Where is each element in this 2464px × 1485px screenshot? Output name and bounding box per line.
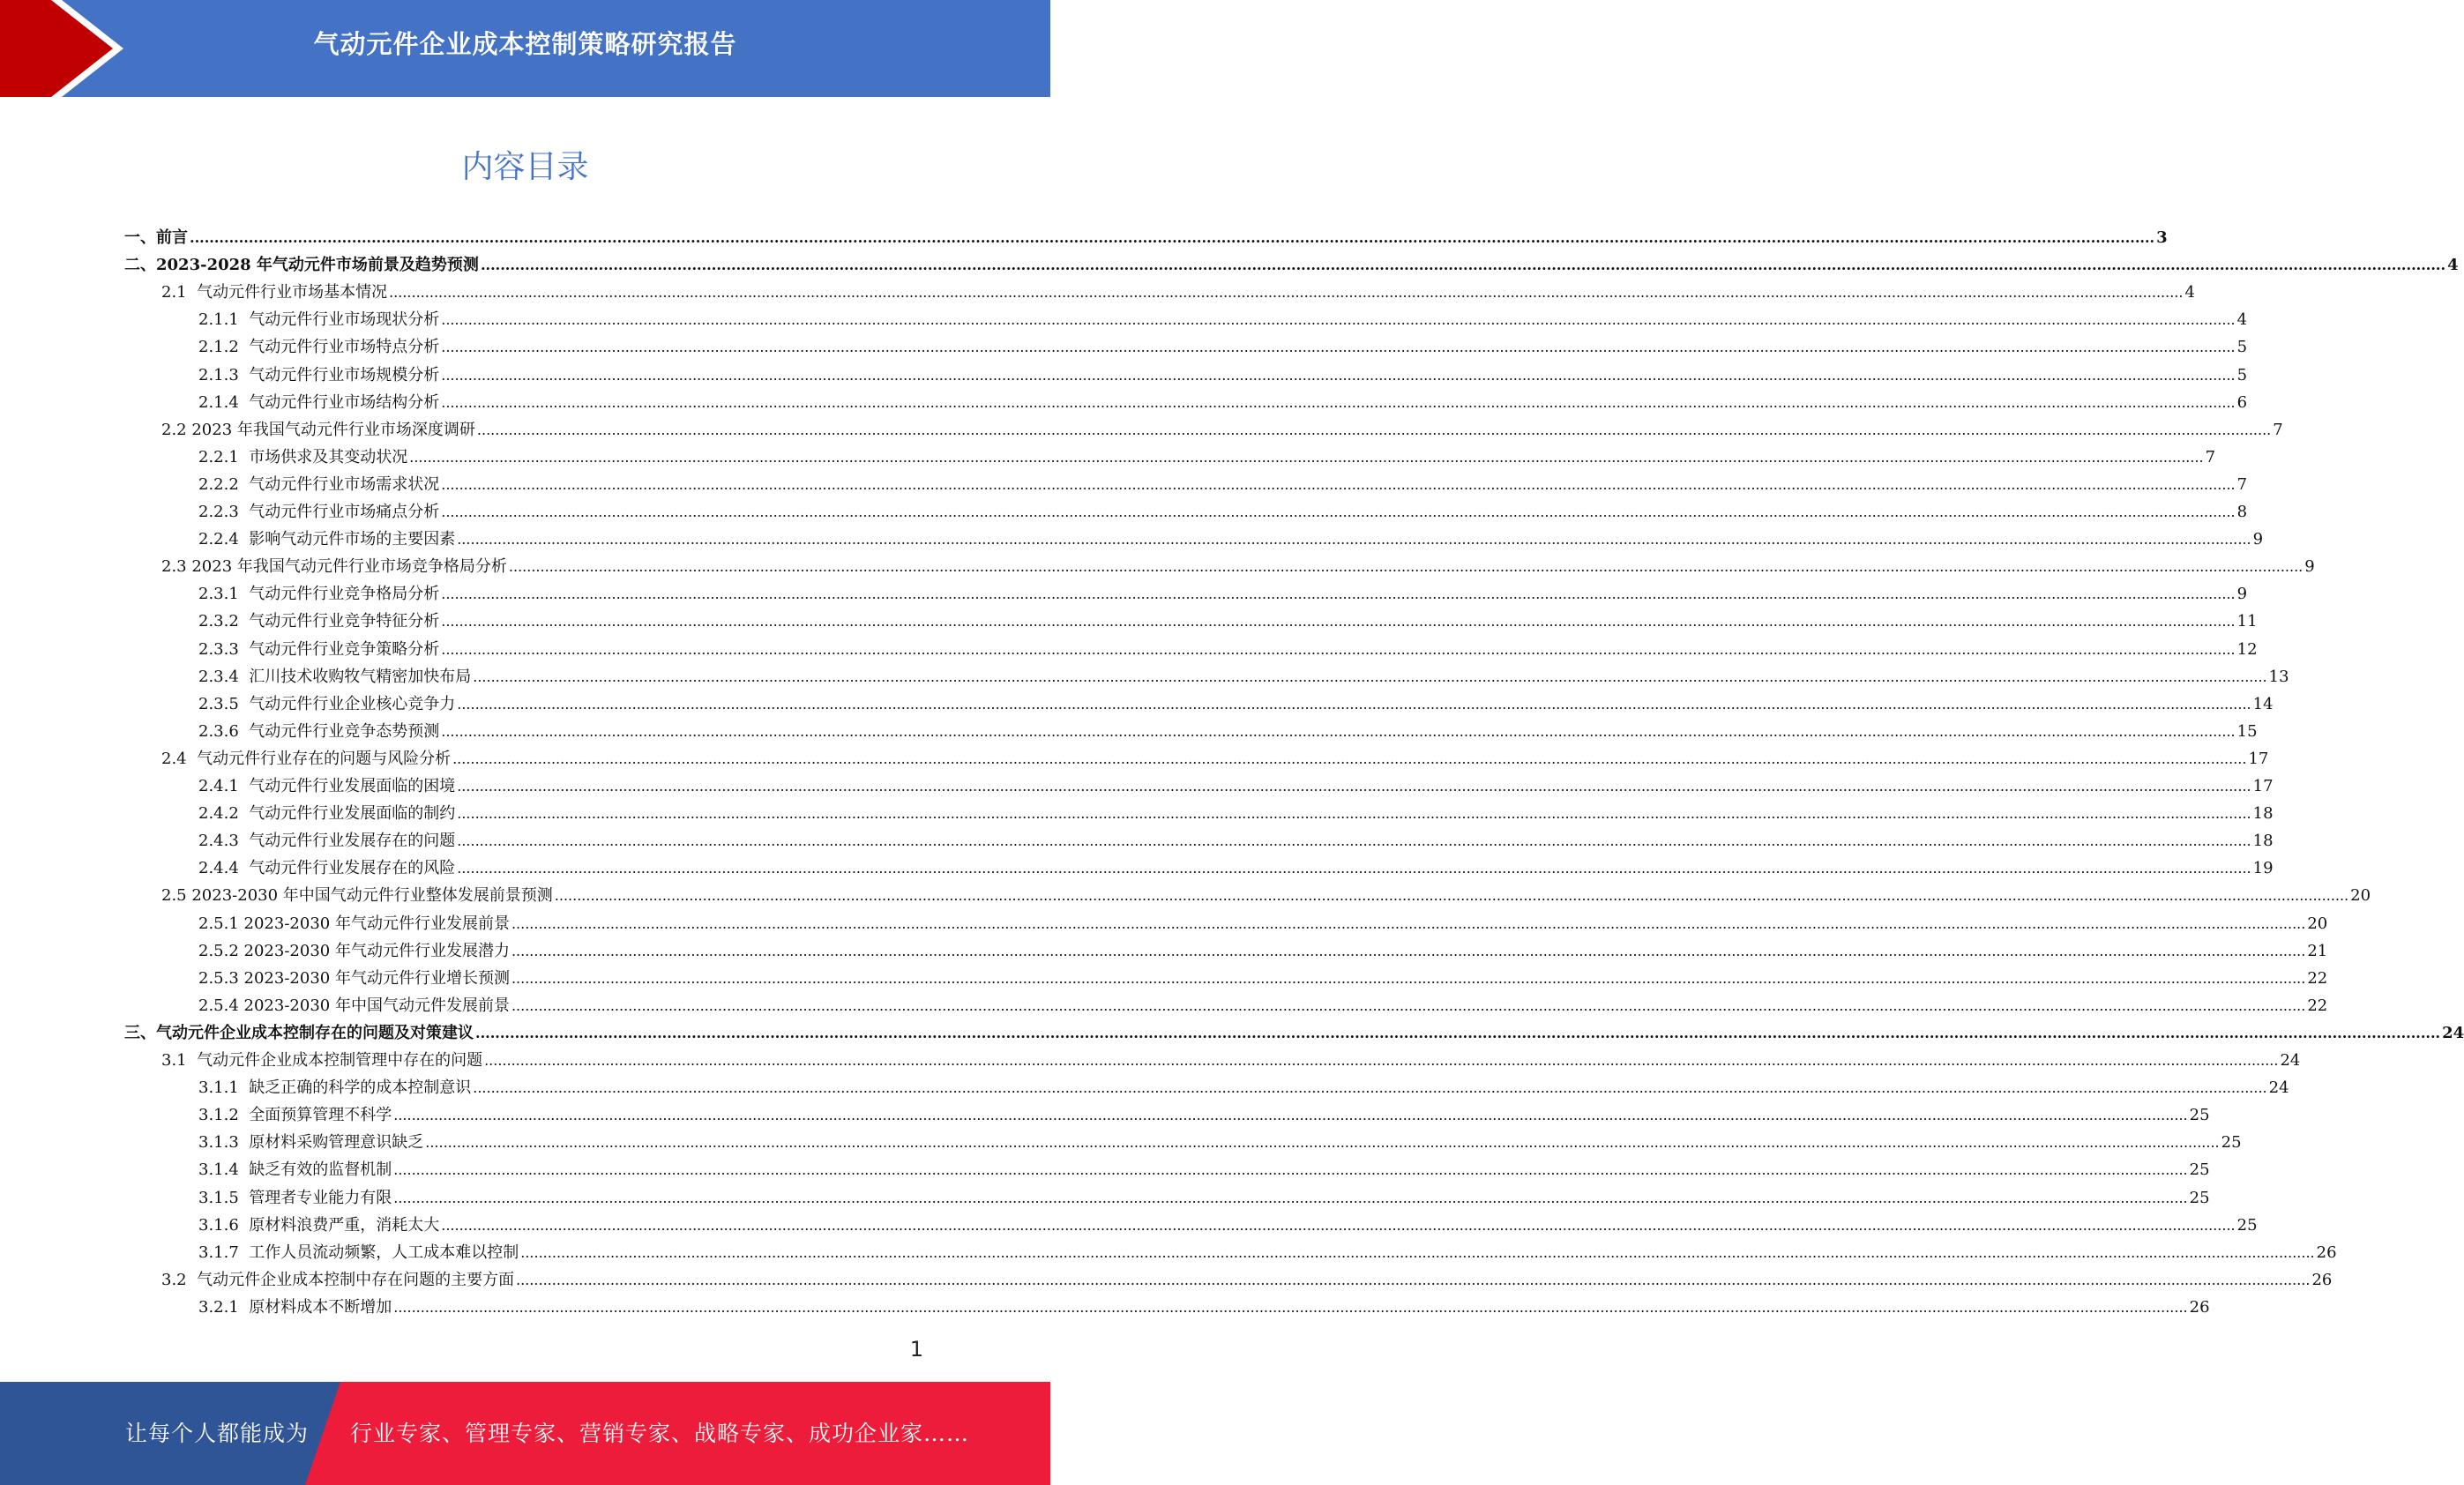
toc-entry-page: 8 (2236, 503, 2248, 521)
toc-entry-page: 24 (2268, 1078, 2289, 1098)
toc-entry-page: 24 (2280, 1051, 2301, 1070)
toc-entry-label: 2023-2030 年气动元件行业发展前景 (243, 914, 510, 933)
toc-entry-label: 原材料采购管理意识缺乏 (249, 1133, 424, 1153)
toc-entry-label: 气动元件行业存在的问题与风险分析 (197, 749, 452, 768)
toc-entry-page: 22 (2307, 996, 2328, 1015)
toc-entry[interactable] (161, 416, 2283, 444)
toc-entry[interactable] (198, 362, 2248, 389)
toc-entry-number: 三、 (124, 1023, 156, 1042)
toc-entry-page: 20 (2307, 914, 2328, 933)
toc-leader-dots: ................................................................................................................................................................................................................................................................................................................................................................................................................ (425, 1134, 2220, 1152)
toc-entry[interactable] (198, 827, 2274, 854)
toc-entry-number: 2.5.3 (198, 968, 244, 988)
toc-leader-dots: ................................................................................................................................................................................................................................................................................................................................................................................................................ (393, 1189, 2188, 1206)
toc-entry-label: 气动元件行业市场基本情况 (197, 283, 388, 302)
toc-entry-number: 3.1.7 (198, 1242, 250, 1262)
toc-entry-number: 2.4.4 (198, 859, 250, 878)
toc-entry[interactable] (198, 854, 2274, 882)
toc-entry-number: 3.2.1 (198, 1297, 250, 1317)
toc-leader-dots: ................................................................................................................................................................................................................................................................................................................................................................................................................ (393, 1298, 2188, 1316)
page-number: 1 (909, 1337, 923, 1362)
toc-entry-label: 工作人员流动频繁，人工成本难以控制 (249, 1242, 519, 1262)
toc-entry-number: 2.1.3 (198, 365, 250, 384)
toc-leader-dots: ................................................................................................................................................................................................................................................................................................................................................................................................................ (393, 1161, 2188, 1179)
toc-leader-dots: ................................................................................................................................................................................................................................................................................................................................................................................................................ (441, 613, 2236, 631)
toc-leader-dots: ................................................................................................................................................................................................................................................................................................................................................................................................................ (475, 1024, 2441, 1041)
report-title: 气动元件企业成本控制策略研究报告 (313, 29, 737, 59)
toc-entry-label: 缺乏正确的科学的成本控制意识 (249, 1078, 472, 1098)
toc-entry-number: 2.4.2 (198, 804, 250, 824)
toc-entry[interactable] (124, 251, 2459, 279)
toc-leader-dots: ................................................................................................................................................................................................................................................................................................................................................................................................................ (441, 393, 2236, 411)
toc-entry-number: 2.2.4 (198, 530, 250, 549)
toc-entry-page: 19 (2252, 859, 2274, 878)
toc-entry-label: 管理者专业能力有限 (249, 1188, 392, 1207)
toc-entry-number: 一、 (124, 228, 156, 247)
toc-entry-page: 26 (2189, 1297, 2210, 1317)
toc-entry-label: 气动元件行业市场痛点分析 (249, 503, 440, 521)
toc-entry-label: 气动元件行业市场规模分析 (249, 365, 440, 384)
toc-entry-label: 2023 年我国气动元件行业市场竞争格局分析 (191, 557, 507, 577)
toc-entry[interactable] (198, 1101, 2210, 1129)
toc-entry-number: 2.5.1 (198, 914, 244, 933)
toc-entry[interactable] (161, 279, 2195, 306)
toc-entry-number: 2.1.2 (198, 338, 250, 357)
toc-entry-label: 气动元件行业市场需求状况 (249, 474, 440, 494)
toc-leader-dots: ................................................................................................................................................................................................................................................................................................................................................................................................................ (476, 421, 2272, 438)
toc-entry[interactable] (161, 1047, 2301, 1074)
toc-entry-page: 25 (2189, 1106, 2210, 1125)
toc-entry-number: 3.1.1 (198, 1078, 250, 1098)
toc-entry-label: 气动元件行业发展存在的风险 (249, 859, 456, 878)
toc-entry-number: 2.4 (161, 749, 198, 768)
toc-entry[interactable] (161, 553, 2315, 580)
toc-entry-label: 气动元件企业成本控制存在的问题及对策建议 (156, 1023, 474, 1042)
toc-entry-number: 3.1.4 (198, 1160, 250, 1180)
toc-entry-number: 2.3.4 (198, 667, 250, 686)
toc-entry-label: 气动元件行业发展面临的困境 (249, 777, 456, 795)
toc-entry-number: 2.3.1 (198, 585, 250, 604)
toc-entry[interactable] (198, 965, 2328, 992)
toc-entry-number: 2.3 (161, 557, 192, 577)
toc-entry-label: 2023-2030 年气动元件行业增长预测 (243, 968, 510, 988)
toc-entry-page: 25 (2236, 1215, 2258, 1235)
toc-entry-label: 气动元件行业发展面临的制约 (249, 804, 456, 824)
toc-entry[interactable] (198, 1212, 2258, 1239)
toc-entry-number: 2.3.5 (198, 694, 250, 713)
toc-entry-page: 3 (2156, 228, 2168, 247)
footer-slogan-left: 让每个人都能成为 (125, 1421, 310, 1446)
toc-entry-label: 影响气动元件市场的主要因素 (249, 530, 456, 549)
toc-entry-number: 2.5.4 (198, 996, 244, 1015)
toc-entry-page: 7 (2273, 420, 2283, 439)
toc-leader-dots: ................................................................................................................................................................................................................................................................................................................................................................................................................ (441, 311, 2236, 329)
toc-leader-dots: ................................................................................................................................................................................................................................................................................................................................................................................................................ (441, 640, 2236, 658)
toc-entry-page: 25 (2189, 1160, 2210, 1180)
toc-entry-page: 9 (2304, 557, 2315, 577)
toc-leader-dots: ................................................................................................................................................................................................................................................................................................................................................................................................................ (441, 1216, 2236, 1234)
footer-slogan-right: 行业专家、管理专家、营销专家、战略专家、成功企业家…… (350, 1421, 970, 1446)
toc-leader-dots: ................................................................................................................................................................................................................................................................................................................................................................................................................ (516, 1271, 2311, 1288)
toc-entry[interactable] (198, 992, 2328, 1019)
toc-entry-label: 原材料成本不断增加 (249, 1297, 392, 1317)
toc-entry-number: 3.1.5 (198, 1188, 250, 1207)
toc-leader-dots: ................................................................................................................................................................................................................................................................................................................................................................................................................ (409, 448, 2204, 466)
toc-entry-label: 气动元件行业竞争态势预测 (249, 721, 440, 741)
toc-leader-dots: ................................................................................................................................................................................................................................................................................................................................................................................................................ (457, 860, 2251, 877)
toc-entry-page: 25 (2189, 1188, 2210, 1207)
toc-leader-dots: ................................................................................................................................................................................................................................................................................................................................................................................................................ (441, 339, 2236, 356)
toc-leader-dots: ................................................................................................................................................................................................................................................................................................................................................................................................................ (508, 558, 2303, 576)
toc-entry[interactable] (198, 306, 2248, 333)
toc-entry-number: 2.4.3 (198, 832, 250, 851)
toc-entry-page: 22 (2307, 968, 2328, 988)
toc-heading: 内容目录 (461, 149, 589, 185)
toc-entry-number: 2.1.1 (198, 310, 250, 330)
toc-leader-dots: ................................................................................................................................................................................................................................................................................................................................................................................................................ (457, 805, 2251, 823)
toc-leader-dots: ................................................................................................................................................................................................................................................................................................................................................................................................................ (511, 942, 2306, 959)
toc-entry-label: 市场供求及其变动状况 (249, 447, 408, 466)
toc-leader-dots: ................................................................................................................................................................................................................................................................................................................................................................................................................ (452, 750, 2247, 767)
toc-entry-label: 气动元件行业企业核心竞争力 (249, 694, 456, 713)
toc-entry[interactable] (198, 718, 2258, 745)
toc-entry-number: 2.3.6 (198, 721, 250, 741)
toc-entry-page: 7 (2236, 474, 2248, 494)
toc-entry-page: 6 (2236, 392, 2248, 412)
toc-leader-dots: ................................................................................................................................................................................................................................................................................................................................................................................................................ (389, 284, 2184, 302)
toc-entry-label: 气动元件行业市场特点分析 (249, 338, 440, 357)
toc-entry[interactable] (198, 636, 2258, 663)
toc-entry-number: 2.3.3 (198, 639, 250, 659)
toc-entry[interactable] (198, 389, 2248, 416)
toc-entry[interactable] (198, 333, 2248, 361)
toc-leader-dots: ................................................................................................................................................................................................................................................................................................................................................................................................................ (457, 531, 2251, 548)
toc-entry-page: 4 (2447, 256, 2459, 275)
toc-entry-page: 5 (2236, 365, 2248, 384)
toc-entry-label: 气动元件企业成本控制中存在问题的主要方面 (197, 1270, 515, 1289)
toc-entry-page: 21 (2307, 941, 2328, 960)
toc-leader-dots: ................................................................................................................................................................................................................................................................................................................................................................................................................ (457, 695, 2251, 713)
toc-entry[interactable] (198, 526, 2264, 553)
toc-leader-dots: ................................................................................................................................................................................................................................................................................................................................................................................................................ (393, 1107, 2188, 1124)
toc-entry-number: 二、 (124, 256, 156, 275)
toc-entry-label: 全面预算管理不科学 (249, 1106, 392, 1125)
footer-band (0, 1382, 1050, 1485)
header-band (0, 0, 1050, 97)
toc-entry-page: 15 (2236, 721, 2258, 741)
toc-entry[interactable] (198, 663, 2289, 690)
toc-entry-page: 25 (2221, 1133, 2242, 1153)
toc-entry[interactable] (124, 224, 2168, 251)
toc-entry-label: 原材料浪费严重，消耗太大 (249, 1215, 440, 1235)
toc-entry-number: 2.3.2 (198, 612, 250, 631)
toc-leader-dots: ................................................................................................................................................................................................................................................................................................................................................................................................................ (441, 504, 2236, 520)
toc-entry[interactable] (198, 471, 2248, 498)
toc-entry-label: 2023-2030 年气动元件行业发展潜力 (243, 941, 510, 960)
toc-leader-dots: ................................................................................................................................................................................................................................................................................................................................................................................................................ (473, 1079, 2267, 1097)
toc-entry-page: 13 (2268, 667, 2289, 686)
toc-entry[interactable] (124, 1019, 2464, 1047)
toc-entry[interactable] (198, 910, 2328, 937)
toc-entry[interactable] (198, 1239, 2337, 1266)
toc-entry-number: 2.2.3 (198, 503, 250, 521)
toc-entry-page: 14 (2252, 694, 2274, 713)
toc-entry-page: 5 (2236, 338, 2248, 357)
toc-entry[interactable] (198, 690, 2274, 718)
toc-leader-dots: ................................................................................................................................................................................................................................................................................................................................................................................................................ (441, 722, 2236, 740)
toc-leader-dots: ................................................................................................................................................................................................................................................................................................................................................................................................................ (457, 832, 2251, 850)
toc-entry-page: 4 (2184, 283, 2195, 302)
toc-entry-page: 9 (2236, 585, 2248, 604)
toc-entry-label: 气动元件行业市场结构分析 (249, 392, 440, 412)
toc-entry-label: 气动元件行业发展存在的问题 (249, 832, 456, 851)
toc-entry-page: 11 (2236, 612, 2258, 631)
toc-entry-number: 3.1.2 (198, 1106, 250, 1125)
toc-entry-page: 12 (2236, 639, 2258, 659)
toc-leader-dots: ................................................................................................................................................................................................................................................................................................................................................................................................................ (441, 586, 2236, 603)
toc-entry-page: 24 (2442, 1023, 2464, 1042)
toc-leader-dots: ................................................................................................................................................................................................................................................................................................................................................................................................................ (190, 229, 2155, 246)
toc-leader-dots: ................................................................................................................................................................................................................................................................................................................................................................................................................ (511, 914, 2306, 932)
toc-entry-number: 2.2.1 (198, 447, 250, 466)
toc-leader-dots: ................................................................................................................................................................................................................................................................................................................................................................................................................ (441, 475, 2236, 493)
toc-entry-page: 26 (2316, 1242, 2337, 1262)
toc-entry-label: 气动元件行业竞争格局分析 (249, 585, 440, 604)
toc-leader-dots: ................................................................................................................................................................................................................................................................................................................................................................................................................ (473, 668, 2267, 685)
toc-entry[interactable] (198, 1156, 2210, 1183)
toc-entry[interactable] (198, 444, 2216, 471)
toc-entry-number: 3.2 (161, 1270, 198, 1289)
toc-entry[interactable] (198, 772, 2274, 800)
toc-entry[interactable] (198, 608, 2258, 635)
toc-entry[interactable] (198, 1129, 2242, 1156)
toc-entry-label: 气动元件行业竞争策略分析 (249, 639, 440, 659)
toc-entry[interactable] (198, 498, 2248, 526)
toc-entry-number: 2.2.2 (198, 474, 250, 494)
toc-entry[interactable] (198, 1074, 2289, 1101)
toc-leader-dots: ................................................................................................................................................................................................................................................................................................................................................................................................................ (511, 969, 2306, 987)
toc-entry[interactable] (161, 745, 2269, 772)
toc-entry[interactable] (198, 800, 2274, 827)
toc-entry-number: 2.2 (161, 420, 192, 439)
toc-entry-number: 3.1 (161, 1051, 198, 1070)
toc-entry[interactable] (198, 937, 2328, 965)
toc-leader-dots: ................................................................................................................................................................................................................................................................................................................................................................................................................ (520, 1243, 2315, 1261)
toc-entry[interactable] (161, 1266, 2333, 1294)
toc-entry-number: 3.1.3 (198, 1133, 250, 1153)
toc-entry-label: 气动元件企业成本控制管理中存在的问题 (197, 1051, 483, 1070)
toc-entry-page: 18 (2252, 832, 2274, 851)
toc-entry-number: 2.1.4 (198, 392, 250, 412)
toc-entry-label: 2023-2030 年中国气动元件发展前景 (243, 996, 510, 1015)
toc-entry[interactable] (198, 1294, 2210, 1321)
toc-entry[interactable] (161, 882, 2371, 909)
toc-entry-label: 缺乏有效的监督机制 (249, 1160, 392, 1180)
toc-entry-page: 17 (2248, 749, 2269, 768)
toc-entry-label: 2023-2030 年中国气动元件行业整体发展前景预测 (191, 886, 553, 906)
toc-entry[interactable] (198, 1184, 2210, 1212)
toc-entry-page: 18 (2252, 804, 2274, 824)
toc-entry-number: 2.4.1 (198, 777, 250, 795)
toc-entry-page: 26 (2311, 1270, 2333, 1289)
toc-leader-dots: ................................................................................................................................................................................................................................................................................................................................................................................................................ (484, 1052, 2279, 1069)
toc-entry-page: 7 (2205, 447, 2216, 466)
toc-entry-label: 前言 (156, 228, 188, 247)
toc-leader-dots: ................................................................................................................................................................................................................................................................................................................................................................................................................ (480, 257, 2446, 274)
toc-entry-number: 2.5 (161, 886, 192, 906)
toc-entry-page: 17 (2252, 777, 2274, 795)
toc-entry-number: 2.5.2 (198, 941, 244, 960)
toc-leader-dots: ................................................................................................................................................................................................................................................................................................................................................................................................................ (457, 778, 2251, 795)
toc-entry-label: 2023 年我国气动元件行业市场深度调研 (191, 420, 475, 439)
toc-leader-dots: ................................................................................................................................................................................................................................................................................................................................................................................................................ (554, 887, 2349, 905)
toc-entry-page: 4 (2236, 310, 2248, 330)
toc-entry-label: 气动元件行业竞争特征分析 (249, 612, 440, 631)
toc-entry[interactable] (198, 580, 2248, 608)
toc-entry-page: 20 (2350, 886, 2371, 906)
toc-entry-number: 2.1 (161, 283, 198, 302)
toc-entry-number: 3.1.6 (198, 1215, 250, 1235)
toc-entry-label: 汇川技术收购牧气精密加快布局 (249, 667, 472, 686)
toc-leader-dots: ................................................................................................................................................................................................................................................................................................................................................................................................................ (441, 366, 2236, 384)
toc-entry-label: 气动元件行业市场现状分析 (249, 310, 440, 330)
toc-entry-page: 9 (2252, 530, 2264, 549)
toc-leader-dots: ................................................................................................................................................................................................................................................................................................................................................................................................................ (511, 996, 2306, 1014)
toc-entry-label: 2023-2028 年气动元件市场前景及趋势预测 (156, 256, 479, 275)
